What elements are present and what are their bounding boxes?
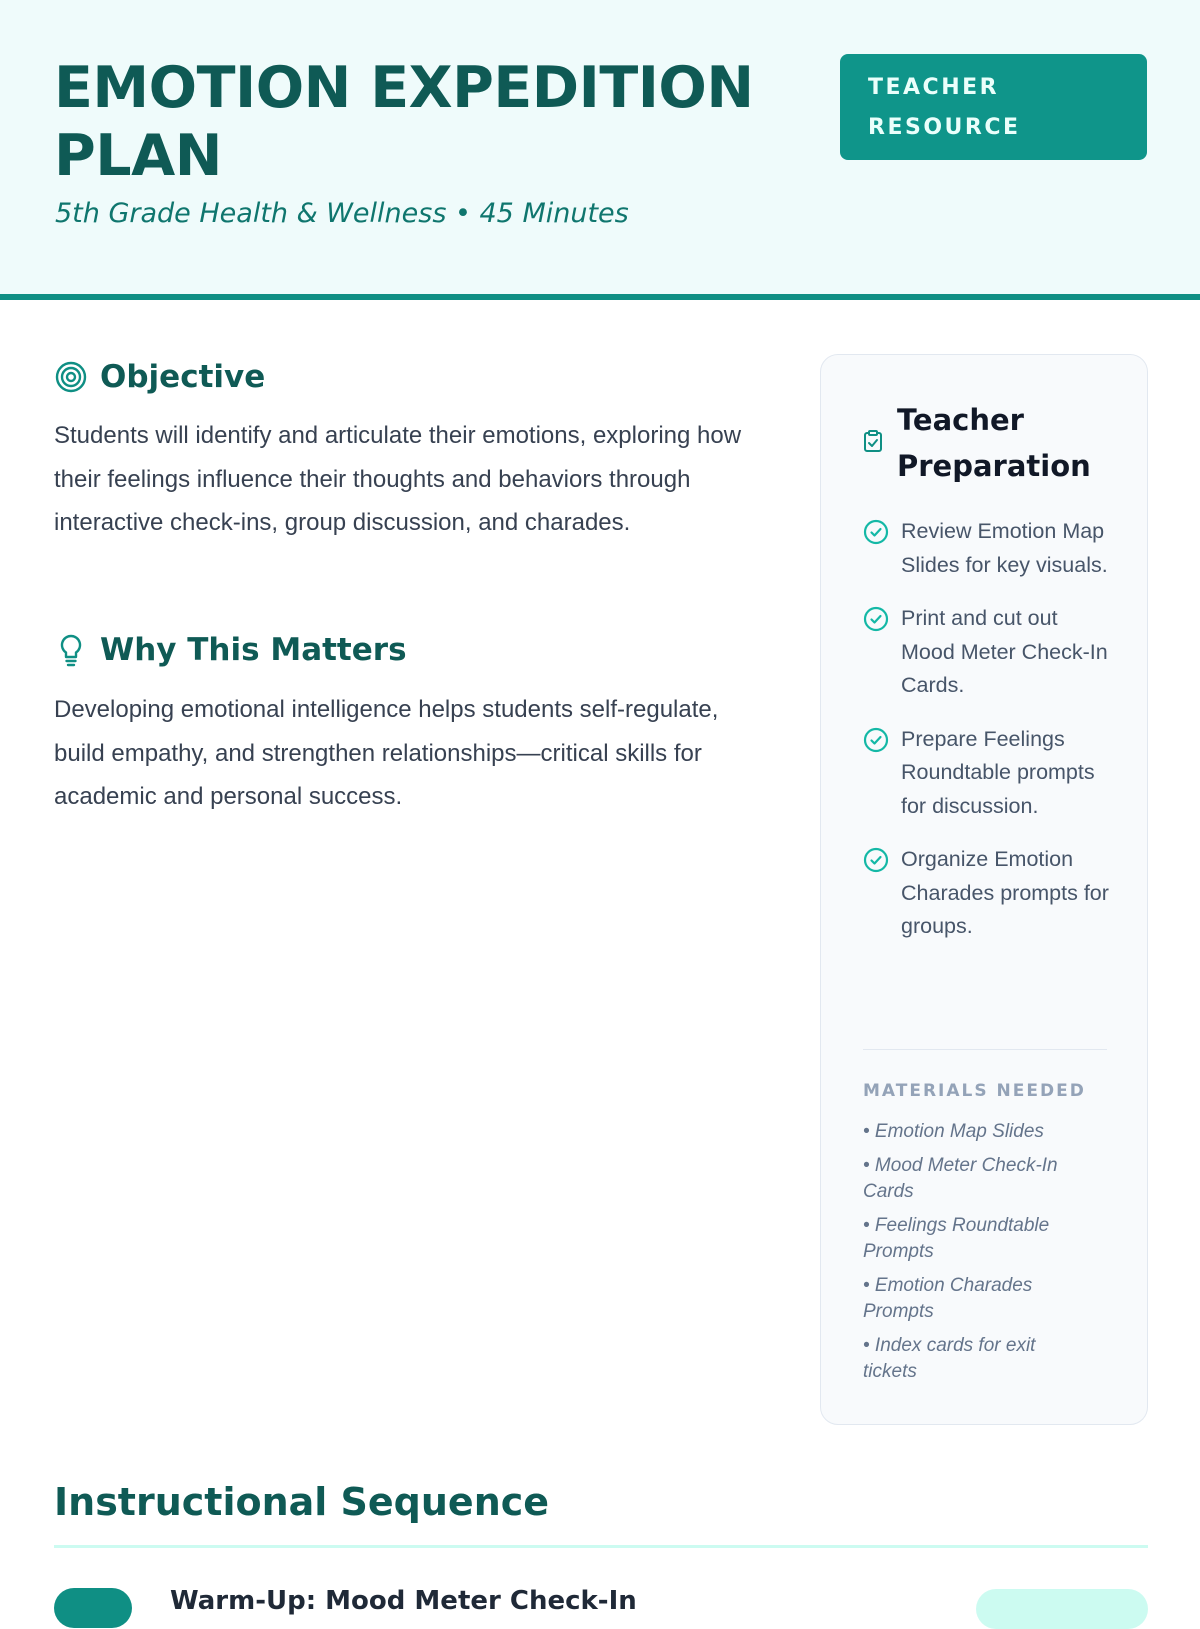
prep-item <box>863 723 1113 824</box>
objective-text: Students will identify and articulate their emotions, exploring how their feelings influence their thoughts and behaviors through interactive check-ins, group discussion, and charades. <box>54 422 742 536</box>
prep-item-text: Organize Emotion Charades prompts for groups. <box>901 847 1109 938</box>
prep-item-text: Prepare Feelings Roundtable prompts for discussion. <box>901 726 1095 818</box>
materials-list <box>863 1119 1093 1393</box>
material-item: • Emotion Charades Prompts <box>863 1274 1033 1322</box>
check-circle-icon <box>863 519 889 545</box>
check-circle-icon <box>863 727 889 753</box>
page-header <box>0 0 1200 300</box>
page-title: EMOTION EXPEDITION PLAN <box>54 55 754 189</box>
step-title: Warm-Up: Mood Meter Check-In <box>170 1586 637 1616</box>
prep-item-text: Review Emotion Map Slides for key visuals. <box>901 519 1108 577</box>
teacher-resource-badge <box>840 54 1147 160</box>
target-icon <box>54 360 88 394</box>
check-circle-icon <box>863 606 889 632</box>
material-item: • Mood Meter Check-In Cards <box>863 1154 1058 1202</box>
material-item: • Feelings Roundtable Prompts <box>863 1214 1050 1262</box>
instructional-sequence-heading: Instructional Sequence <box>54 1480 550 1524</box>
material-item: • Index cards for exit tickets <box>863 1334 1036 1382</box>
why-text: Developing emotional intelligence helps students self-regulate, build empathy, and strengthen relationships—critical skills for academic and personal success. <box>54 696 719 810</box>
page-subtitle: 5th Grade Health & Wellness • 45 Minutes <box>55 198 629 229</box>
clipboard-check-icon <box>863 430 883 457</box>
objective-heading-row <box>54 359 265 395</box>
materials-label: MATERIALS NEEDED <box>863 1081 1086 1101</box>
prep-item <box>863 602 1113 703</box>
material-item: • Emotion Map Slides <box>863 1121 1044 1142</box>
why-heading-row <box>54 632 407 668</box>
step-number-pill <box>54 1588 132 1628</box>
prep-checklist <box>863 515 1113 964</box>
prep-item <box>863 843 1113 944</box>
prep-item-text: Print and cut out Mood Meter Check-In Cards. <box>901 606 1108 697</box>
prep-item <box>863 515 1113 582</box>
check-circle-icon <box>863 847 889 873</box>
sequence-divider <box>54 1545 1148 1548</box>
prep-divider <box>863 1049 1107 1050</box>
why-heading: Why This Matters <box>100 632 407 668</box>
badge-line-1: TEACHER <box>868 75 1000 100</box>
lightbulb-icon <box>54 633 88 667</box>
badge-line-2: RESOURCE <box>868 115 1021 140</box>
teacher-preparation-card <box>820 354 1148 1425</box>
prep-heading-row <box>863 397 1117 489</box>
step-duration-pill <box>976 1589 1148 1629</box>
objective-heading: Objective <box>100 359 266 395</box>
prep-heading: Teacher Preparation <box>897 403 1091 483</box>
